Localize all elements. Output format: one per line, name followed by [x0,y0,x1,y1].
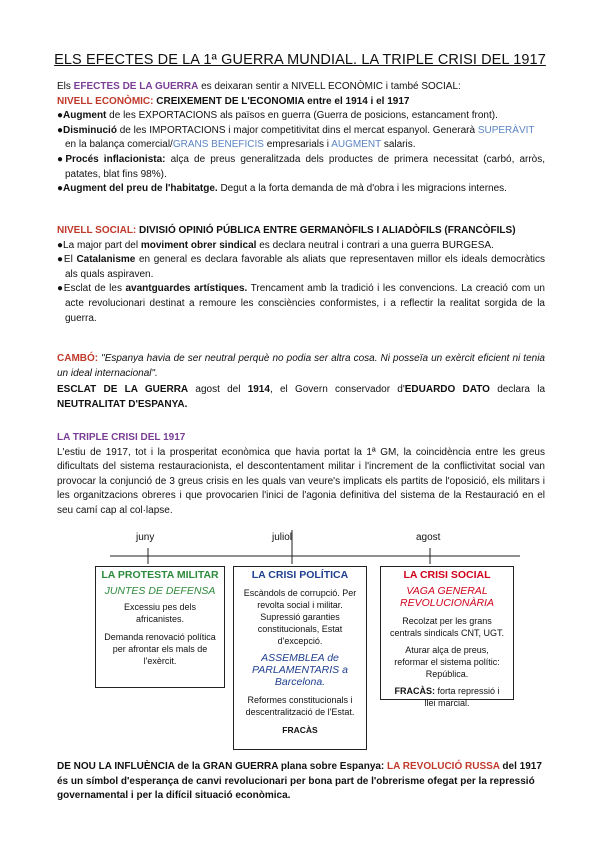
box-social-title: LA CRISI SOCIAL [403,569,491,581]
month-agost: agost [416,532,441,543]
box-social-sub: VAGA GENERAL REVOLUCIONÀRIA [400,585,494,609]
triple-crisis-heading: LA TRIPLE CRISI DEL 1917 [57,432,186,443]
page-title: ELS EFECTES DE LA 1ª GUERRA MUNDIAL. LA TRIPLE CRISI DEL 1917 [54,52,546,68]
econ-bullet-4: ●Augment del preu de l'habitatge. Degut a la forta demanda de mà d'obra i les migracions internes. [57,183,507,195]
social-bullet-1: ●La major part del moviment obrer sindical es declara neutral i contrari a una guerra BURGESA. [57,239,494,251]
cambo-quote: CAMBÓ: "Espanya havia de ser neutral perquè no podia ser altra cosa. Ni posseïa un exèrcit eficient ni tenia un ideal internacional". [57,353,545,379]
box-political-title: LA CRISI POLÍTICA [251,569,349,581]
econ-bullet-1: ●Augment de les EXPORTACIONS als països en guerra (Guerra de posicions, estancament front). [57,110,498,122]
triple-crisis-text: L'estiu de 1917, tot i la prosperitat econòmica que havia portat la 1ª GM, la coincidència entre les greus dificultats del sistema restauracionista, el descontentament militar i l'increment de la conflictivitat social van provocar la conjunció de 3 greus crisis en les quals van veure's implicats els partits de l'oposició, els militars i les organitzacions obreres i que provocarien l'inici de l'agonia definitiva del sistema de la Restauració en el seu camí cap al col·lapse. [57,446,545,516]
box-military-protest: LA PROTESTA MILITAR JUNTES DE DEFENSA Excessiu pes dels africanistes. Demanda renovació política per afrontar els mals de l'exèrcit. [95,566,225,688]
intro-line: Els EFECTES DE LA GUERRA es deixaran sentir a NIVELL ECONÒMIC i també SOCIAL: [57,81,461,92]
econ-heading: NIVELL ECONÒMIC: CREIXEMENT DE L'ECONOMIA entre el 1914 i el 1917 [57,95,410,107]
month-juny: juny [136,532,155,543]
social-bullet-3: ●Esclat de les avantguardes artístiques. Trencament amb la tradició i les convencions. La creació com un acte revolucionari destinat a remoure les consciències conformistes, i a reflectir la realitat sorgida de la guerra. [57,283,545,324]
box-political-sub: ASSEMBLEA de PARLAMENTARIS a Barcelona. [252,652,348,688]
box-military-title: LA PROTESTA MILITAR [101,569,219,581]
social-bullet-2: ●El Catalanisme en general es declara favorable als aliats que representaven millor els ideals democràtics als quals aspiraven. [57,254,546,280]
box-military-sub: JUNTES DE DEFENSA [104,585,216,597]
war-outbreak: ESCLAT DE LA GUERRA agost del 1914, el Govern conservador d'EDUARDO DATO declara la NEUTRALITAT D'ESPANYA. [57,384,546,410]
social-heading: NIVELL SOCIAL: DIVISIÓ OPINIÓ PÚBLICA ENTRE GERMANÒFILS I ALIADÒFILS (FRANCÒFILS) [57,225,516,236]
month-juliol: juliol [272,532,293,543]
closing-paragraph: DE NOU LA INFLUÈNCIA de la GRAN GUERRA plana sobre Espanya: LA REVOLUCIÓ RUSSA del 1917 és un símbol d'esperança de canvi revolucionari per bona part de l'obrerisme ofegat per la repressió governamental i per la difícil situació econòmica. [57,761,542,802]
box-political-crisis: LA CRISI POLÍTICA Escàndols de corrupció. Per revolta social i militar. Supressió garanties constitucionals, Estat d'excepció. ASSEMBLEA de PARLAMENTARIS a Barcelona. Reformes constitucionals i descentralització de l'Estat. FRACÀS [233,566,367,750]
box-social-crisis: LA CRISI SOCIAL VAGA GENERAL REVOLUCIONÀRIA Recolzat per les grans centrals sindicals CNT, UGT. Aturar alça de preus, reformar el sistema polític: República. FRACÀS: forta repressió i llei marcial. [380,566,514,700]
econ-bullet-2: ●Disminució de les IMPORTACIONS i major competitivitat dins el mercat espanyol. Generarà SUPERÀVIT en la balança comercial/GRANS BENEFICIS empresarials i AUGMENT salaris. [57,124,535,151]
econ-bullet-3: ●Procés inflacionista: alça de preus generalitzada dels productes de primera necessitat (carbó, arròs, patates, blat fins 98%). [57,153,545,180]
